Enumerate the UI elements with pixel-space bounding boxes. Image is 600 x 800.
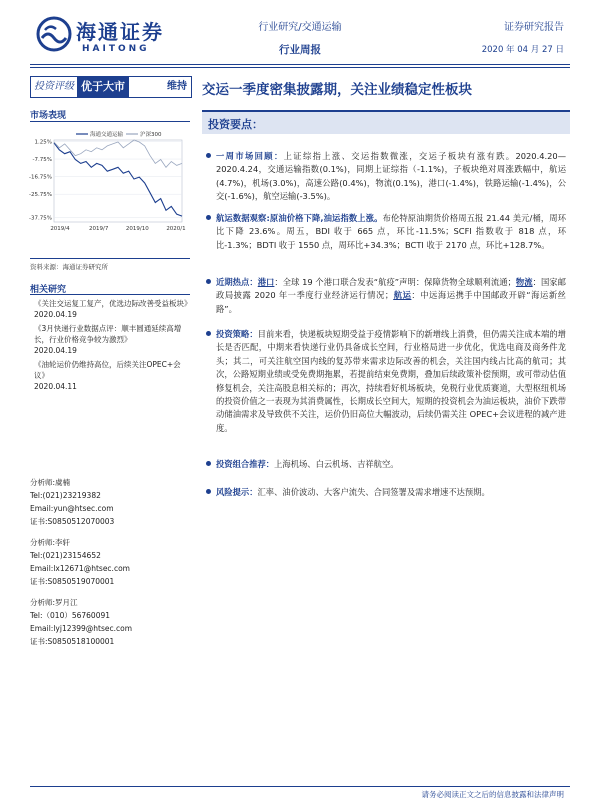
related-item-title: 《3月快递行业数据点评：顺丰圆通延续高增长，行业价格竞争较为激烈》 — [34, 324, 182, 344]
report-kind: 行业周报 — [279, 44, 321, 56]
related-item[interactable] — [34, 359, 190, 392]
analyst-tel: Tel:(021)23219382 — [30, 491, 101, 500]
bullet-key: 一周市场回顾： — [216, 151, 284, 161]
chart-source: 资料来源：海通证券研究所 — [30, 263, 108, 271]
market-performance-chart — [29, 126, 188, 238]
logo-chinese: 海通证券 — [76, 20, 164, 44]
bullet-text: 汇率、油价波动、大客户流失、合同签署及需求增速不达预期。 — [257, 487, 490, 497]
analyst-tel: Tel:(021)23154652 — [30, 551, 101, 560]
y-tick-label: -25.75% — [29, 192, 52, 199]
bullet-risk — [206, 486, 566, 499]
chart-frame — [54, 140, 182, 222]
analyst-email[interactable]: Email:lyj12399@htsec.com — [30, 624, 133, 633]
company-logo — [36, 14, 186, 60]
hot-topic-logistics: 物流 — [515, 277, 533, 287]
footer-divider — [30, 786, 570, 787]
analyst-cert: 证书:S0850512070003 — [30, 517, 115, 526]
related-item[interactable] — [34, 298, 190, 320]
related-item-title: 《油轮运价仍维持高位，后续关注OPEC+会议》 — [34, 360, 181, 380]
bullet-dot-icon — [206, 279, 211, 284]
related-item-date: 2020.04.19 — [34, 346, 77, 355]
related-rule — [30, 294, 190, 295]
analyst-cert: 证书:S0850518100001 — [30, 637, 115, 646]
report-type: 证券研究报告 — [504, 22, 564, 33]
bullet-key: 近期热点： — [216, 277, 258, 287]
hot-topic-shipping: 航运 — [393, 290, 412, 301]
analyst-tel: Tel:（010）56760091 — [30, 611, 111, 620]
haitong-logo-icon — [36, 16, 72, 52]
logo-english: HAITONG — [82, 44, 150, 54]
hot-topic-port: 港口 — [257, 277, 275, 287]
y-tick-label: -7.75% — [32, 157, 52, 164]
report-meta — [482, 18, 564, 55]
x-tick-label: 2020/1 — [166, 226, 186, 232]
bullet-key: 投资策略： — [216, 329, 258, 339]
investment-rating — [30, 76, 192, 98]
source-rule — [30, 258, 190, 259]
key-points-header — [202, 110, 570, 134]
related-heading: 相关研究 — [30, 285, 67, 295]
bullet-text: ：国家邮政局披露 2020 年一季度行业经济运行情况； — [216, 277, 566, 301]
analyst-card — [30, 476, 190, 528]
bullet-dot-icon — [206, 461, 211, 466]
analyst-email[interactable]: Email:lx12671@htsec.com — [30, 564, 130, 573]
market-heading: 市场表现 — [30, 111, 67, 121]
bullet-hot-topics — [206, 276, 566, 316]
bullet-text: ：中远海运携手中国邮政开辟“海运新丝路”。 — [216, 290, 566, 314]
bullet-market-review — [206, 150, 566, 204]
bullet-key: 航运数据观察:原油价格下降,油运指数上涨。 — [216, 213, 383, 223]
rating-keep: 维持 — [167, 81, 187, 92]
analyst-name: 分析师:李轩 — [30, 538, 71, 547]
rating-value: 优于大市 — [77, 77, 129, 97]
bullet-dot-icon — [206, 489, 211, 494]
market-rule — [30, 121, 190, 122]
header-divider — [30, 64, 570, 65]
bullet-text: 目前来看，快递板块短期受益于疫情影响下的新增线上消费，但仍需关注成本端的增长是否匹配，中期来看快递行业仍具备成长空间，行业格局进一步优化，优选电商及商务件龙头；其二，可关注航空国内线的复苏带来需求边际改善的机会，关注国内线占比高的航司；其次，公路短期业绩或受免费期拖累，若提前结束免费期，叠加后续政策补偿预期，或可带动估值修复机会，关注高股息相关标的；再次，持续看好机场板块，免税行业优质赛道，大型枢纽机场的投资价值之一表现为其消费属性，长期成长空间大，短期的投资机会为油运板块，油价下跌带动储油需求及导致供不关注，运价仍旧高位大幅波动，后续仍需关注 OPEC+会议进程的减产进度。 — [216, 329, 566, 433]
x-tick-label: 2019/7 — [88, 226, 109, 232]
y-tick-label: 1.25% — [34, 139, 52, 146]
x-tick-label: 2019/10 — [125, 226, 149, 232]
bullet-dot-icon — [206, 331, 211, 336]
key-points-title: 投资要点： — [208, 118, 263, 131]
header-divider-2 — [30, 67, 570, 68]
bullet-text: 上海机场、白云机场、吉祥航空。 — [274, 459, 399, 469]
bullet-dot-icon — [206, 215, 211, 220]
x-tick-label: 2019/4 — [50, 226, 70, 232]
report-title: 交运一季度密集披露期，关注业绩稳定性板块 — [202, 82, 472, 98]
y-tick-label: -16.75% — [29, 174, 52, 181]
related-research-list — [34, 298, 190, 395]
bullet-key: 风险提示： — [216, 487, 258, 497]
analyst-cert: 证书:S0850519070001 — [30, 577, 115, 586]
legend-label: 海通交通运输 — [90, 132, 124, 138]
bullet-text: ：全球 19 个港口联合发表“航疫”声明：保障货物全球顺利流通； — [274, 277, 516, 287]
series-line-2 — [54, 140, 182, 167]
related-item[interactable] — [34, 323, 190, 356]
bullet-text: 布伦特原油期货价格周五报 21.44 美元/桶，周环比下降 23.6%。周五，BDI 收于 665 点，环比-11.5%；SCFI 指数收于 818 点，环比-1.3%；BDTI 收于 1550 点，周环比+34.3%；BCTI 收于 2170 点，环比+128.7%。 — [216, 213, 566, 250]
report-date: 2020 年 04 月 27 日 — [481, 45, 564, 55]
footer-disclaimer: 请务必阅读正文之后的信息披露和法律声明 — [421, 790, 564, 799]
related-item-title: 《关注交运复工复产，优选边际改善受益板块》 — [34, 299, 192, 308]
report-category-block — [230, 18, 370, 57]
rating-label: 投资评级 — [31, 77, 77, 97]
bullet-strategy — [206, 328, 566, 435]
analyst-email[interactable]: Email:yun@htsec.com — [30, 504, 114, 513]
related-item-date: 2020.04.19 — [34, 310, 77, 319]
bullet-key: 投资组合推荐： — [216, 459, 275, 469]
y-tick-label: -37.75% — [29, 215, 52, 222]
bullet-text: 上证综指上涨、交运指数微涨，交运子板块有涨有跌。2020.4.20—2020.4.24，交通运输指数(0.1%)，同期上证综指（-1.1%)，子板块绝对周涨跌幅中，航运(4.7%)，机场(3.0%)，高速公路(0.4%)，物流(0.1%)，港口(-1.4%)，铁路运输(-1.4%)，公交(-1.6%)，航空运输(-3.5%)。 — [216, 151, 566, 202]
analyst-card — [30, 536, 190, 588]
bullet-shipping-data — [206, 212, 566, 252]
legend-label: 沪深300 — [140, 132, 162, 138]
bullet-portfolio — [206, 458, 566, 471]
analyst-card — [30, 596, 190, 648]
analyst-name: 分析师:罗月江 — [30, 598, 78, 607]
bullet-dot-icon — [206, 153, 211, 158]
analyst-name: 分析师:虞楠 — [30, 478, 71, 487]
report-category: 行业研究/交通运输 — [258, 22, 342, 33]
related-item-date: 2020.04.11 — [34, 382, 77, 391]
